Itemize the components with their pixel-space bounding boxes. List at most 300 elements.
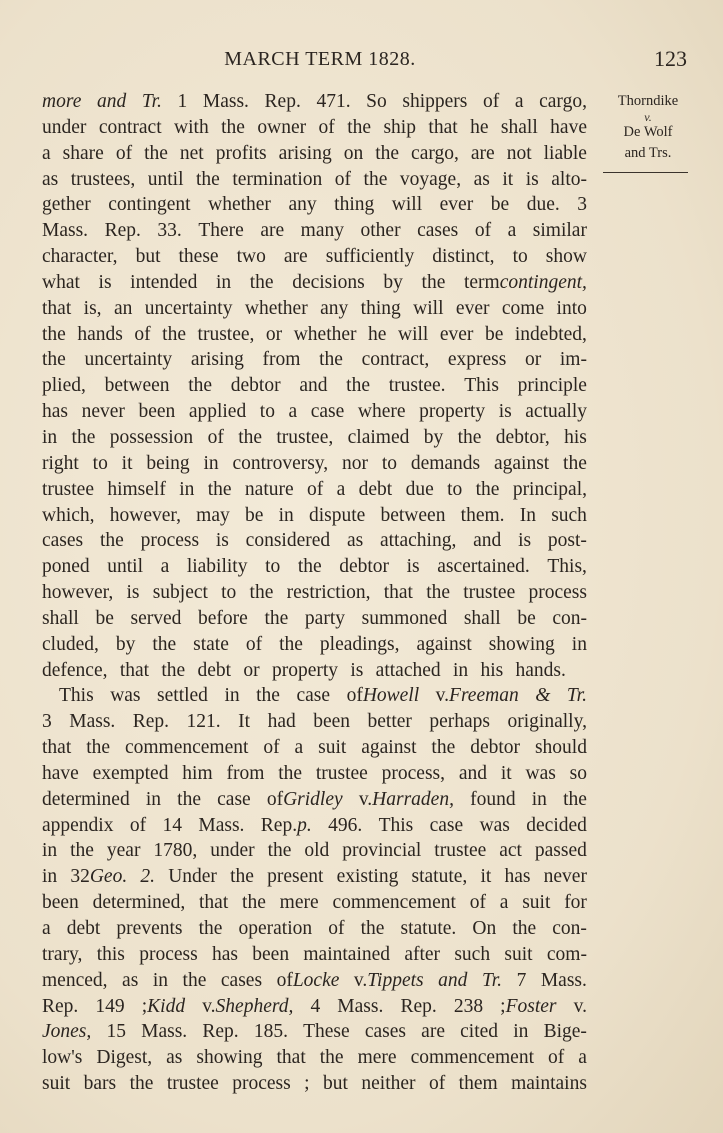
word — [221, 968, 262, 994]
text: decided — [526, 814, 587, 836]
text: 185. — [253, 1021, 288, 1043]
text: of — [548, 1047, 565, 1069]
text-line — [42, 606, 587, 632]
word — [326, 244, 414, 270]
word — [303, 942, 390, 968]
text-line — [42, 787, 587, 813]
page-number: 123 — [654, 46, 687, 71]
word — [42, 916, 51, 942]
margin-rule — [603, 172, 688, 173]
text: but — [323, 1073, 348, 1095]
word — [238, 709, 250, 735]
word — [221, 115, 245, 141]
word — [546, 244, 587, 270]
word — [99, 270, 112, 296]
text: and — [473, 530, 502, 552]
text: old — [304, 840, 330, 862]
text: from — [226, 762, 265, 784]
word — [260, 399, 275, 425]
text: the — [512, 918, 537, 939]
word — [440, 322, 474, 348]
word — [93, 761, 169, 787]
text: or — [265, 323, 283, 345]
margin-note-plaintiff: Thorndike — [617, 93, 679, 109]
text: it — [500, 762, 512, 784]
word — [42, 890, 79, 916]
text: trustee. — [388, 375, 446, 397]
running-head: MARCH TERM 1828. — [224, 48, 416, 70]
text: and — [299, 375, 328, 397]
word — [434, 838, 486, 864]
body-text — [42, 89, 587, 1097]
word — [518, 373, 587, 399]
text-line — [42, 890, 587, 916]
text: 149 — [95, 995, 125, 1017]
text: due. — [526, 194, 560, 216]
text: between — [104, 375, 170, 397]
word — [42, 503, 95, 529]
text: 3 — [42, 711, 52, 733]
italic-text: & — [535, 685, 551, 707]
text: Rep. — [132, 711, 170, 733]
text: before — [198, 607, 248, 629]
text: demands — [410, 452, 481, 474]
word — [474, 167, 490, 193]
text: debtor, — [495, 426, 550, 448]
word — [161, 554, 170, 580]
word — [361, 1071, 415, 1097]
text: low's — [42, 1047, 83, 1069]
text: state — [193, 633, 229, 655]
word — [525, 399, 587, 425]
word — [361, 296, 401, 322]
text: the — [221, 116, 245, 138]
text-line — [42, 838, 587, 864]
text: thing — [334, 194, 375, 216]
word — [382, 451, 397, 477]
word — [141, 1019, 187, 1045]
word — [539, 89, 587, 115]
text-line — [42, 503, 587, 529]
text: 15 — [106, 1021, 126, 1043]
text: is, — [83, 297, 102, 319]
word — [346, 373, 370, 399]
text: commencement — [124, 737, 249, 759]
text: was — [110, 685, 141, 707]
text: term — [463, 271, 500, 293]
word — [318, 735, 346, 761]
word — [419, 399, 485, 425]
text: cluded, — [42, 633, 99, 655]
word — [152, 632, 176, 658]
text: menced, — [42, 969, 108, 991]
text: ; — [141, 995, 148, 1017]
text: whether — [208, 194, 271, 216]
word — [266, 322, 282, 348]
text: process — [140, 530, 200, 552]
text: that — [276, 1047, 306, 1069]
text: the — [279, 633, 303, 655]
text: where — [357, 401, 406, 423]
text: suit — [522, 892, 551, 914]
word — [438, 968, 467, 994]
word — [177, 787, 201, 813]
text: Mass. — [69, 711, 116, 733]
word — [440, 192, 474, 218]
text: the — [319, 1047, 344, 1069]
word — [280, 890, 319, 916]
word — [476, 477, 500, 503]
word — [277, 968, 340, 994]
text: be — [244, 504, 264, 526]
word — [131, 606, 182, 632]
word — [574, 994, 587, 1020]
text: come — [501, 297, 545, 319]
text: v. — [358, 788, 373, 810]
text: principle — [517, 375, 587, 397]
text: thing — [360, 297, 401, 319]
word — [564, 890, 587, 916]
word — [301, 218, 344, 244]
word — [342, 838, 421, 864]
word — [97, 942, 125, 968]
word — [216, 141, 267, 167]
text: cited — [460, 1021, 499, 1043]
word — [507, 141, 532, 167]
text: not — [506, 142, 532, 164]
word — [107, 554, 143, 580]
word — [289, 399, 298, 425]
text: of — [428, 1073, 446, 1095]
word — [432, 244, 494, 270]
text: uncertainty — [84, 349, 173, 371]
text: termination — [232, 168, 323, 190]
word — [470, 890, 486, 916]
text: been — [313, 711, 351, 733]
text: This, — [547, 556, 587, 578]
word — [404, 942, 440, 968]
word — [305, 606, 345, 632]
word — [268, 838, 292, 864]
word — [265, 554, 280, 580]
word — [107, 477, 166, 503]
text: On — [472, 918, 497, 939]
text-line — [42, 761, 587, 787]
word — [144, 141, 168, 167]
word — [42, 632, 99, 658]
text: cargo, — [539, 91, 587, 112]
text: the — [563, 788, 587, 810]
italic-text: Shepherd, — [215, 995, 294, 1017]
italic-text: Foster — [505, 995, 557, 1017]
italic-text: Jones, — [42, 1021, 92, 1043]
text: There — [198, 220, 244, 242]
word — [535, 683, 550, 709]
word — [309, 503, 365, 529]
word — [458, 425, 482, 451]
word — [482, 968, 502, 994]
text: trustee, — [276, 426, 334, 448]
text: exempted — [92, 762, 169, 784]
word — [483, 89, 499, 115]
text: debt — [358, 478, 393, 500]
text: against — [416, 633, 472, 655]
word — [42, 270, 80, 296]
text: of — [245, 633, 263, 655]
word — [354, 968, 424, 994]
text: Bige- — [543, 1021, 587, 1043]
text: case — [429, 814, 464, 836]
word — [453, 658, 468, 684]
italic-text: Locke — [292, 969, 340, 991]
text-line — [42, 916, 587, 942]
word — [107, 838, 141, 864]
text: whether — [244, 297, 308, 319]
word — [361, 218, 401, 244]
text: until — [147, 168, 184, 190]
text: in — [42, 426, 58, 448]
word — [122, 451, 133, 477]
word — [279, 503, 294, 529]
word — [93, 451, 108, 477]
word — [42, 477, 94, 503]
text: are — [470, 142, 495, 164]
text: operation — [238, 918, 313, 939]
text: statute, — [411, 866, 468, 888]
text: act — [499, 840, 522, 862]
word — [480, 864, 491, 890]
word — [203, 89, 249, 115]
text: the — [431, 737, 456, 759]
text: of — [318, 116, 335, 138]
text: trustee — [434, 840, 487, 862]
text: but — [135, 246, 161, 268]
word — [464, 270, 587, 296]
word — [470, 787, 516, 813]
word — [365, 1019, 406, 1045]
text-line — [42, 1045, 587, 1071]
word — [526, 167, 539, 193]
text: the — [196, 168, 220, 190]
word — [95, 606, 113, 632]
text: these — [178, 246, 219, 268]
text: cases — [220, 969, 263, 991]
word — [473, 528, 501, 554]
text: commencement — [410, 1047, 535, 1069]
word — [515, 89, 524, 115]
text-line — [42, 451, 587, 477]
italic-text: Howell — [362, 685, 420, 707]
word — [564, 425, 587, 451]
word — [332, 890, 455, 916]
word — [42, 218, 88, 244]
word — [42, 322, 66, 348]
text: 238 — [453, 995, 484, 1017]
word — [174, 115, 209, 141]
text: Rep. — [202, 1021, 239, 1043]
text: actually — [525, 401, 587, 423]
text: post- — [547, 530, 587, 552]
text: the — [319, 349, 343, 371]
text: ever — [439, 194, 474, 216]
word — [361, 735, 416, 761]
italic-text: Kidd — [147, 995, 186, 1017]
text: of — [207, 426, 224, 448]
word — [263, 735, 279, 761]
text: similar — [532, 220, 587, 242]
text: will — [397, 323, 429, 345]
text: will — [413, 297, 444, 319]
text: showing — [488, 633, 555, 655]
word — [296, 683, 330, 709]
text: the — [347, 116, 372, 138]
word — [141, 528, 199, 554]
word — [430, 813, 464, 839]
word — [162, 322, 186, 348]
word — [429, 709, 490, 735]
text: the — [86, 737, 111, 759]
word — [471, 141, 495, 167]
text: 14 — [162, 814, 182, 836]
text: any — [320, 297, 349, 319]
text: in — [224, 685, 240, 707]
text: be — [490, 194, 510, 216]
text: claimed — [347, 426, 410, 448]
word — [337, 477, 346, 503]
text: This — [464, 375, 499, 397]
word — [239, 916, 313, 942]
word — [243, 658, 259, 684]
word — [532, 787, 547, 813]
text: hands — [77, 323, 123, 345]
word — [366, 89, 387, 115]
word — [359, 787, 454, 813]
word — [237, 244, 266, 270]
text: of — [266, 788, 284, 810]
text: shall — [500, 116, 538, 138]
word — [551, 503, 587, 529]
word — [105, 218, 141, 244]
text: process — [139, 943, 198, 965]
text: between — [380, 504, 446, 526]
word — [284, 244, 308, 270]
word — [224, 683, 239, 709]
text: a — [42, 918, 51, 939]
text: shippers — [402, 91, 468, 112]
text: determined — [42, 788, 130, 810]
text: are — [283, 246, 308, 268]
word — [110, 425, 193, 451]
text: the — [426, 582, 451, 604]
word — [528, 580, 586, 606]
word — [548, 528, 587, 554]
word — [307, 477, 323, 503]
word — [551, 167, 587, 193]
text: defence, — [42, 659, 108, 681]
text: case — [310, 401, 345, 423]
word — [105, 373, 170, 399]
word — [499, 399, 512, 425]
text: summoned — [361, 607, 448, 629]
text: show — [545, 246, 587, 268]
italic-text: contingent, — [499, 271, 587, 293]
word — [134, 322, 150, 348]
word — [335, 167, 351, 193]
word — [42, 735, 71, 761]
word — [139, 942, 197, 968]
word — [508, 709, 587, 735]
word — [358, 1045, 397, 1071]
text: the — [129, 1073, 154, 1095]
word — [246, 528, 330, 554]
text: debtor — [230, 375, 281, 397]
text: it — [502, 168, 514, 190]
text: Mass. — [202, 91, 249, 112]
word — [368, 322, 386, 348]
word — [578, 1045, 587, 1071]
text: indebted, — [514, 323, 587, 345]
word — [86, 735, 110, 761]
text: of — [276, 969, 293, 991]
word — [267, 787, 343, 813]
text: the — [242, 892, 266, 914]
word — [535, 735, 587, 761]
text: property — [271, 659, 339, 681]
word — [245, 503, 263, 529]
word — [42, 244, 118, 270]
word — [162, 813, 182, 839]
word — [254, 1019, 288, 1045]
text: con- — [552, 607, 587, 629]
text: ever — [455, 297, 490, 319]
word — [406, 477, 434, 503]
text-line — [42, 244, 587, 270]
text: So — [366, 91, 387, 112]
word — [411, 141, 459, 167]
word — [202, 1019, 238, 1045]
text: appendix — [42, 814, 114, 836]
text: of — [474, 220, 492, 242]
word — [157, 683, 208, 709]
text: may — [196, 504, 230, 526]
text: share — [62, 142, 104, 164]
text: which, — [42, 504, 95, 526]
word — [359, 477, 393, 503]
word — [522, 890, 550, 916]
text: liability — [186, 556, 248, 578]
text: to — [447, 478, 463, 500]
word — [294, 322, 357, 348]
italic-text: p. — [297, 814, 312, 836]
word — [67, 916, 101, 942]
text: Under — [168, 866, 217, 888]
word — [42, 141, 51, 167]
text: process — [528, 582, 587, 604]
text-line — [42, 89, 587, 115]
text: shall — [42, 607, 79, 629]
text: neither — [361, 1073, 416, 1095]
text: is — [406, 556, 420, 578]
text: These — [303, 1021, 350, 1043]
text: he — [470, 116, 489, 138]
text: is — [518, 530, 532, 552]
text: the — [267, 840, 292, 862]
word — [198, 813, 244, 839]
word — [577, 192, 587, 218]
word — [145, 296, 233, 322]
text-line — [42, 322, 587, 348]
word — [454, 942, 490, 968]
